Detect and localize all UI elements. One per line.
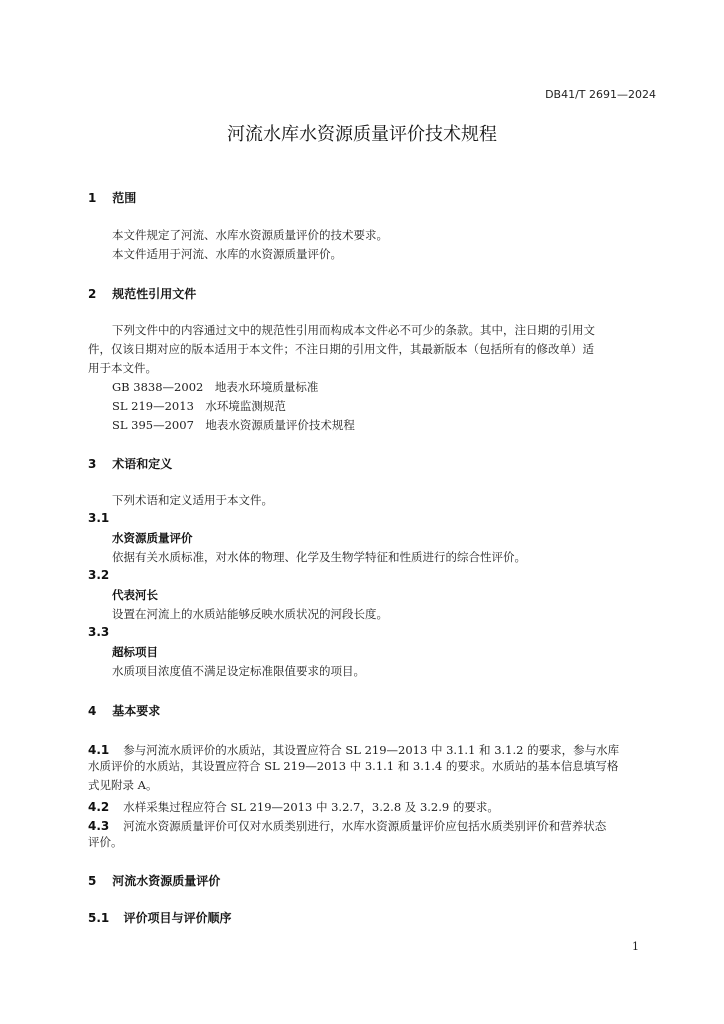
clause-line: 河流水资源质量评价可仅对水质类别进行，水库水资源质量评价应包括水质类别评价和营养状态	[123, 819, 607, 833]
reference-item: GB 3838—2002 地表水环境质量标准	[112, 380, 319, 394]
section-number: 2	[88, 287, 97, 301]
clause-line: 水质评价的水质站，其设置应符合 SL 219—2013 中 3.1.1 和 3.1.4 的要求。水质站的基本信息填写格	[88, 759, 619, 773]
clause-4-3	[88, 815, 606, 834]
term-definition: 依据有关水质标准，对水体的物理、化学及生物学特征和性质进行的综合性评价。	[112, 550, 526, 564]
section-1-heading	[88, 189, 136, 206]
section-3-heading	[88, 455, 172, 472]
document-number: DB41/T 2691—2024	[545, 88, 656, 101]
section-title: 基本要求	[112, 704, 161, 718]
reference-item: SL 395—2007 地表水资源质量评价技术规程	[112, 418, 355, 432]
section-number: 1	[88, 191, 97, 205]
section-number: 3	[88, 457, 97, 471]
section-number: 5	[88, 874, 97, 888]
clause-line: 水样采集过程应符合 SL 219—2013 中 3.2.7，3.2.8 及 3.2.9 的要求。	[123, 800, 499, 814]
section-title: 范围	[112, 191, 137, 205]
clause-line: 式见附录 A。	[88, 778, 158, 792]
clause-line: 参与河流水质评价的水质站，其设置应符合 SL 219—2013 中 3.1.1 和 3.1.2 的要求，参与水库	[123, 743, 620, 757]
clause-number: 4.2	[88, 800, 110, 814]
term-name: 水资源质量评价	[112, 531, 193, 545]
section-title: 术语和定义	[112, 457, 173, 471]
term-definition: 设置在河流上的水质站能够反映水质状况的河段长度。	[112, 607, 388, 621]
section-title: 规范性引用文件	[112, 287, 197, 301]
page-number: 1	[632, 940, 639, 953]
subsection-number: 5.1	[88, 911, 110, 925]
subsection-5-1-heading	[88, 909, 231, 926]
paragraph-line: 用于本文件。	[88, 361, 157, 375]
section-5-heading	[88, 872, 220, 889]
section-2-heading	[88, 285, 196, 302]
clause-number: 4.3	[88, 819, 110, 833]
section-number: 4	[88, 704, 97, 718]
paragraph: 本文件适用于河流、水库的水资源质量评价。	[112, 247, 342, 261]
term-name: 代表河长	[112, 588, 158, 602]
term-name: 超标项目	[112, 645, 158, 659]
subsection-title: 评价项目与评价顺序	[123, 911, 232, 925]
clause-4-2	[88, 796, 499, 815]
paragraph-line: 件，仅该日期对应的版本适用于本文件；不注日期的引用文件，其最新版本（包括所有的修改单）适	[88, 342, 594, 356]
term-number: 3.1	[88, 511, 110, 525]
section-4-heading	[88, 702, 160, 719]
clause-number: 4.1	[88, 743, 110, 757]
paragraph: 下列术语和定义适用于本文件。	[112, 493, 273, 507]
paragraph-line: 下列文件中的内容通过文中的规范性引用而构成本文件必不可少的条款。其中，注日期的引用文	[112, 323, 595, 337]
clause-line: 评价。	[88, 835, 123, 849]
term-definition: 水质项目浓度值不满足设定标准限值要求的项目。	[112, 664, 365, 678]
section-title: 河流水资源质量评价	[112, 874, 221, 888]
reference-item: SL 219—2013 水环境监测规范	[112, 399, 286, 413]
document-title: 河流水库水资源质量评价技术规程	[227, 124, 497, 145]
clause-4-1	[88, 739, 619, 758]
paragraph: 本文件规定了河流、水库水资源质量评价的技术要求。	[112, 228, 388, 242]
term-number: 3.3	[88, 625, 110, 639]
term-number: 3.2	[88, 568, 110, 582]
